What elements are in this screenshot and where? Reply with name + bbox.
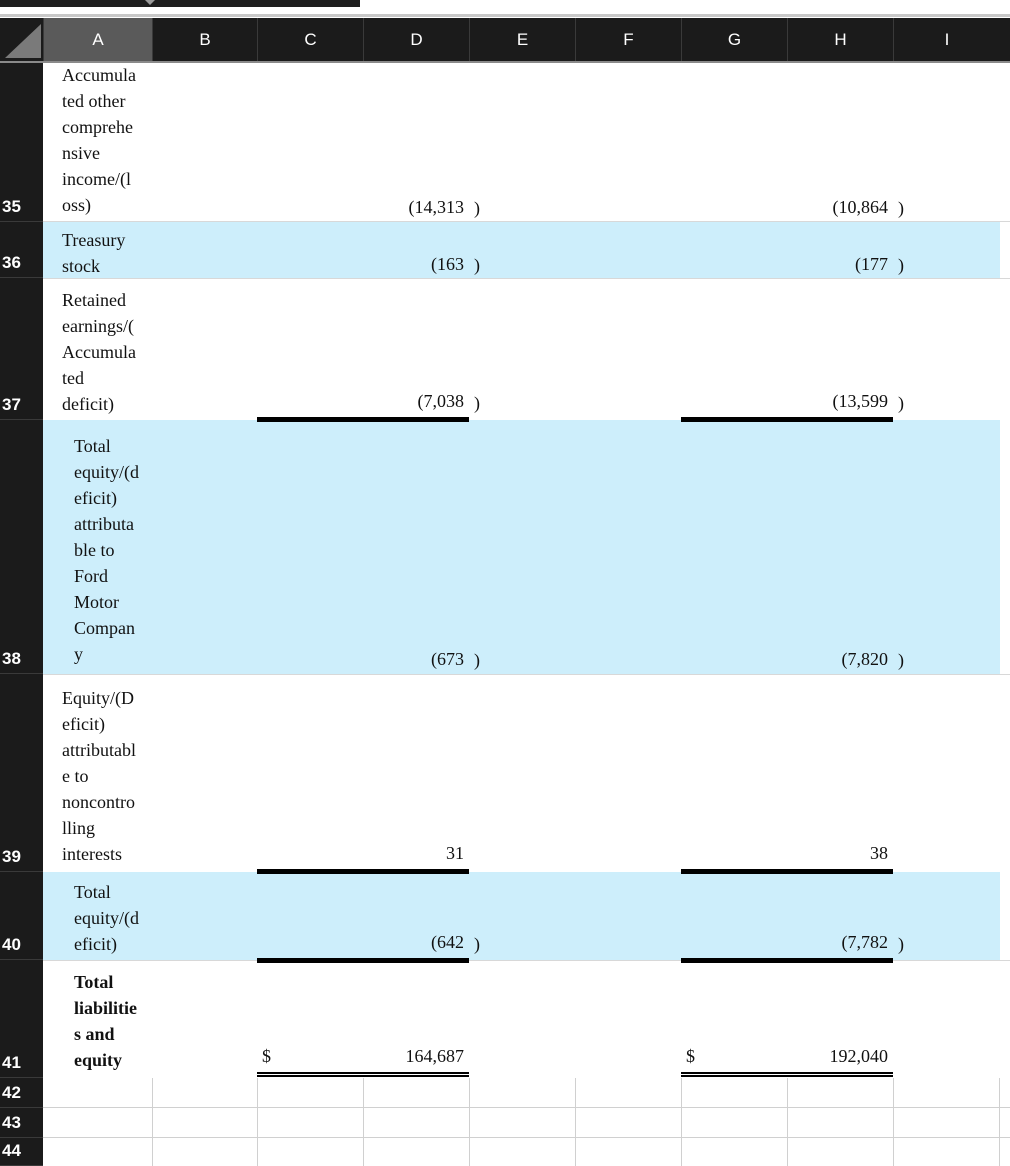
- chevron-down-icon[interactable]: [145, 0, 155, 5]
- cell-h39-bottom-border: [681, 869, 893, 874]
- row-number: 41: [2, 1053, 21, 1072]
- cell-d40-value[interactable]: (642: [431, 932, 464, 952]
- row-number: 39: [2, 847, 21, 866]
- row-header-40[interactable]: [0, 872, 43, 960]
- cell-h37-value[interactable]: (13,599: [832, 391, 888, 411]
- grid-line: [893, 1078, 894, 1166]
- header-divider: [0, 61, 1010, 63]
- row-number: 42: [2, 1083, 21, 1102]
- column-header-d[interactable]: D: [363, 18, 469, 61]
- grid-line: [43, 1107, 1010, 1108]
- grid-line: [681, 1078, 682, 1166]
- grid-line: [152, 1078, 153, 1166]
- row-header-44[interactable]: [0, 1138, 43, 1166]
- column-header-f[interactable]: F: [575, 18, 681, 61]
- cell-h36-value[interactable]: (177: [855, 254, 888, 274]
- row-header-41[interactable]: [0, 960, 43, 1078]
- cell-a38-label[interactable]: Total equity/(d eficit) attributa ble to Ford Motor Compan y: [74, 436, 139, 664]
- row-38-fill: [43, 420, 1000, 674]
- cell-h35-value[interactable]: (10,864: [832, 197, 888, 217]
- grid-line: [575, 1078, 576, 1166]
- row-header-43[interactable]: [0, 1108, 43, 1138]
- cell-e38-paren: ): [474, 650, 480, 670]
- row-line: [43, 278, 1010, 279]
- cell-d38-value[interactable]: (673: [431, 649, 464, 669]
- cell-h37-bottom-border: [681, 417, 893, 422]
- cell-gh41-double-border: [681, 1072, 893, 1077]
- cell-d35-value[interactable]: (14,313: [408, 197, 464, 217]
- row-line: [43, 221, 1010, 222]
- row-header-37[interactable]: [0, 278, 43, 420]
- row-header-39[interactable]: [0, 674, 43, 872]
- cell-h40-bottom-border: [681, 958, 893, 963]
- cell-h41-value[interactable]: 192,040: [829, 1046, 888, 1066]
- grid-line: [469, 1078, 470, 1166]
- name-box-strip: [0, 0, 360, 7]
- column-header-a[interactable]: A: [43, 18, 152, 61]
- cell-d37-value[interactable]: (7,038: [417, 391, 464, 411]
- select-all-corner[interactable]: [0, 18, 43, 61]
- row-number: 37: [2, 395, 21, 414]
- formula-bar-remnant: [0, 0, 1010, 18]
- cell-e36-paren: ): [474, 255, 480, 275]
- grid-line: [257, 1078, 258, 1166]
- row-number: 43: [2, 1113, 21, 1132]
- cell-d41-value[interactable]: 164,687: [405, 1046, 464, 1066]
- cell-g41-currency[interactable]: $: [686, 1046, 695, 1066]
- cell-a36-label[interactable]: Treasury stock: [62, 230, 126, 276]
- cell-h38-value[interactable]: (7,820: [841, 649, 888, 669]
- cell-e40-paren: ): [474, 934, 480, 954]
- cell-h39-value[interactable]: 38: [870, 843, 888, 863]
- cell-d37-bottom-border: [257, 417, 469, 422]
- column-header-b[interactable]: B: [152, 18, 257, 61]
- cell-i35-paren: ): [898, 198, 904, 218]
- cell-d39-bottom-border: [257, 869, 469, 874]
- toolbar-divider: [0, 14, 1010, 17]
- cell-i36-paren: ): [898, 255, 904, 275]
- column-header-e[interactable]: E: [469, 18, 575, 61]
- grid-line: [787, 1078, 788, 1166]
- column-header-bar: [0, 18, 1010, 61]
- cell-a35-label[interactable]: Accumula ted other comprehe nsive income/(l oss): [62, 65, 136, 215]
- column-header-c[interactable]: C: [257, 18, 363, 61]
- row-number: 40: [2, 935, 21, 954]
- row-number: 44: [2, 1141, 21, 1160]
- cell-cd41-double-border: [257, 1072, 469, 1077]
- cell-a41-label[interactable]: Total liabilitie s and equity: [74, 972, 137, 1070]
- cell-c41-currency[interactable]: $: [262, 1046, 271, 1066]
- row-header-38[interactable]: [0, 420, 43, 674]
- cell-d39-value[interactable]: 31: [446, 843, 464, 863]
- row-number: 36: [2, 253, 21, 272]
- cell-i37-paren: ): [898, 393, 904, 413]
- row-line: [43, 674, 1010, 675]
- row-number: 35: [2, 197, 21, 216]
- cell-i40-paren: ): [898, 934, 904, 954]
- row-header-36[interactable]: [0, 222, 43, 278]
- cell-e37-paren: ): [474, 393, 480, 413]
- column-header-h[interactable]: H: [787, 18, 893, 61]
- cell-h40-value[interactable]: (7,782: [841, 932, 888, 952]
- grid-line: [999, 1078, 1000, 1166]
- grid-line: [363, 1078, 364, 1166]
- column-header-g[interactable]: G: [681, 18, 787, 61]
- select-all-triangle-icon: [5, 24, 41, 58]
- row-header-35[interactable]: [0, 63, 43, 222]
- cell-a40-label[interactable]: Total equity/(d eficit): [74, 882, 139, 954]
- cell-a39-label[interactable]: Equity/(D eficit) attributabl e to noncontro lling interests: [62, 688, 136, 864]
- column-header-i[interactable]: I: [893, 18, 1000, 61]
- cell-d36-value[interactable]: (163: [431, 254, 464, 274]
- cell-d40-bottom-border: [257, 958, 469, 963]
- row-header-42[interactable]: [0, 1078, 43, 1108]
- cell-i38-paren: ): [898, 650, 904, 670]
- cell-a37-label[interactable]: Retained earnings/( Accumula ted deficit): [62, 290, 136, 414]
- row-number: 38: [2, 649, 21, 668]
- grid-line: [43, 1137, 1010, 1138]
- cell-e35-paren: ): [474, 198, 480, 218]
